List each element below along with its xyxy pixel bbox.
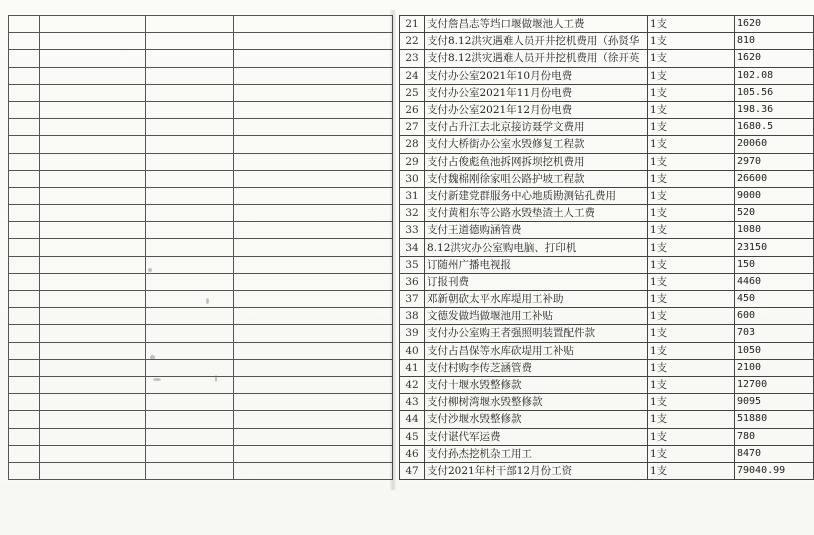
row-number: 27 [400,119,425,136]
blank-grid-cell [9,205,40,222]
row-quantity: 1支 [648,411,735,428]
row-description: 支付办公室2021年12月份电费 [425,101,648,118]
row-amount: 780 [735,428,814,445]
blank-grid-cell [40,84,146,101]
row-number: 22 [400,33,425,50]
ink-speck [150,355,155,360]
blank-grid-cell [234,342,393,359]
row-description: 支付魏棉刚徐家咀公路护坡工程款 [425,170,648,187]
row-amount: 703 [735,325,814,342]
row-amount: 26600 [735,170,814,187]
table-row [400,428,814,445]
ink-speck [153,378,161,381]
blank-grid-cell [40,428,146,445]
row-description: 邓新朝砍太平水库堤用工补助 [425,291,648,308]
row-description: 支付村购李传芝涵管费 [425,359,648,376]
blank-grid-cell [234,33,393,50]
blank-grid-row [9,394,393,411]
row-amount: 105.56 [735,84,814,101]
blank-grid-cell [40,291,146,308]
row-description: 支付占俊彪鱼池拆网拆坝挖机费用 [425,153,648,170]
row-amount: 198.36 [735,101,814,118]
blank-grid-cell [234,325,393,342]
row-amount: 23150 [735,239,814,256]
blank-grid-cell [9,445,40,462]
row-quantity: 1支 [648,394,735,411]
row-description: 8.12洪灾办公室购电脑、打印机 [425,239,648,256]
blank-grid-cell [9,273,40,290]
row-amount: 8470 [735,445,814,462]
row-quantity: 1支 [648,136,735,153]
blank-grid-cell [9,187,40,204]
blank-grid-row [9,273,393,290]
blank-grid-cell [40,67,146,84]
blank-grid-cell [40,411,146,428]
row-amount: 102.08 [735,67,814,84]
blank-grid-cell [234,428,393,445]
row-description: 支付十堰水毁整修款 [425,376,648,393]
blank-grid-cell [9,325,40,342]
blank-grid-cell [40,376,146,393]
row-number: 45 [400,428,425,445]
row-number: 32 [400,205,425,222]
row-description: 支付孙杰挖机杂工用工 [425,445,648,462]
blank-grid-cell [234,445,393,462]
blank-grid-cell [234,273,393,290]
row-description: 文德发做垱做堰池用工补贴 [425,308,648,325]
blank-grid-cell [146,359,234,376]
row-quantity: 1支 [648,187,735,204]
row-description: 支付王道德购涵管费 [425,222,648,239]
row-quantity: 1支 [648,16,735,33]
blank-grid-cell [234,170,393,187]
blank-grid-cell [40,325,146,342]
blank-grid-cell [234,205,393,222]
blank-grid-cell [40,256,146,273]
row-number: 23 [400,50,425,67]
blank-grid-cell [234,50,393,67]
row-number: 24 [400,67,425,84]
row-number: 28 [400,136,425,153]
row-quantity: 1支 [648,119,735,136]
row-amount: 1680.5 [735,119,814,136]
row-amount: 4460 [735,273,814,290]
row-number: 30 [400,170,425,187]
row-number: 44 [400,411,425,428]
blank-grid-cell [40,50,146,67]
row-description: 支付新建党群服务中心地质勘测钻孔费用 [425,187,648,204]
blank-grid-cell [146,342,234,359]
table-row [400,239,814,256]
blank-grid-cell [40,445,146,462]
blank-grid-cell [146,273,234,290]
row-amount: 1620 [735,50,814,67]
row-quantity: 1支 [648,101,735,118]
table-row [400,119,814,136]
row-number: 21 [400,16,425,33]
table-row [400,222,814,239]
blank-grid-cell [234,394,393,411]
blank-grid-row [9,256,393,273]
blank-grid-cell [40,16,146,33]
row-description: 支付詹昌志等垱口堰做堰池人工费 [425,16,648,33]
blank-grid-row [9,136,393,153]
blank-grid-row [9,33,393,50]
blank-grid-cell [40,205,146,222]
blank-grid-cell [9,239,40,256]
row-quantity: 1支 [648,273,735,290]
blank-grid-cell [146,119,234,136]
blank-grid-row [9,411,393,428]
row-description: 支付沙堰水毁整修款 [425,411,648,428]
ink-speck [148,268,152,272]
blank-grid-cell [9,376,40,393]
row-description: 支付2021年村干部12月份工资 [425,462,648,479]
blank-grid-cell [234,308,393,325]
table-row [400,153,814,170]
row-description: 支付办公室2021年10月份电费 [425,67,648,84]
blank-grid-row [9,205,393,222]
blank-grid-cell [146,325,234,342]
table-row [400,67,814,84]
blank-grid-cell [9,153,40,170]
blank-grid-cell [234,67,393,84]
blank-grid-cell [9,136,40,153]
table-row [400,308,814,325]
row-number: 41 [400,359,425,376]
blank-grid-row [9,308,393,325]
table-row [400,376,814,393]
row-description: 支付8.12洪灾遇难人员开井挖机费用（徐开英 [425,50,648,67]
blank-grid-cell [146,84,234,101]
blank-grid-cell [9,462,40,479]
blank-grid-cell [146,205,234,222]
blank-grid-cell [234,239,393,256]
row-quantity: 1支 [648,376,735,393]
row-number: 33 [400,222,425,239]
table-row [400,394,814,411]
row-quantity: 1支 [648,239,735,256]
row-amount: 9095 [735,394,814,411]
row-amount: 600 [735,308,814,325]
blank-grid-cell [40,33,146,50]
blank-grid-cell [146,16,234,33]
ink-speck [215,375,217,382]
row-amount: 9000 [735,187,814,204]
blank-grid-cell [146,170,234,187]
row-description: 支付占昌保等水库砍堤用工补贴 [425,342,648,359]
row-quantity: 1支 [648,205,735,222]
blank-grid-cell [146,33,234,50]
table-row [400,101,814,118]
blank-grid-cell [146,428,234,445]
row-description: 支付办公室购王者强照明装置配件款 [425,325,648,342]
page-fold-shadow [390,10,396,490]
row-quantity: 1支 [648,428,735,445]
blank-grid-cell [234,256,393,273]
table-row [400,445,814,462]
blank-grid-cell [9,67,40,84]
blank-grid-cell [146,187,234,204]
blank-grid-row [9,153,393,170]
blank-grid-cell [146,50,234,67]
blank-grid-cell [9,411,40,428]
blank-grid-row [9,428,393,445]
blank-grid-cell [234,359,393,376]
blank-grid-cell [40,170,146,187]
row-description: 支付8.12洪灾遇难人员开井挖机费用（孙贤华 [425,33,648,50]
row-quantity: 1支 [648,308,735,325]
row-description: 订报刊费 [425,273,648,290]
blank-grid-cell [9,359,40,376]
blank-grid-cell [146,394,234,411]
row-number: 35 [400,256,425,273]
row-number: 37 [400,291,425,308]
row-number: 42 [400,376,425,393]
row-number: 46 [400,445,425,462]
blank-grid-cell [234,462,393,479]
blank-grid-cell [234,222,393,239]
table-row [400,84,814,101]
blank-grid-cell [9,101,40,118]
blank-grid-cell [40,187,146,204]
blank-grid-cell [146,256,234,273]
blank-grid-row [9,16,393,33]
row-quantity: 1支 [648,256,735,273]
blank-grid-cell [40,136,146,153]
left-blank-ledger-grid [8,15,393,480]
row-quantity: 1支 [648,170,735,187]
row-amount: 810 [735,33,814,50]
blank-grid-cell [40,308,146,325]
blank-grid-cell [40,119,146,136]
blank-grid-cell [146,462,234,479]
row-description: 支付占升江去北京接访聂学文费用 [425,119,648,136]
blank-grid-cell [234,153,393,170]
blank-grid-cell [146,239,234,256]
blank-grid-row [9,187,393,204]
blank-grid-row [9,325,393,342]
row-number: 31 [400,187,425,204]
blank-grid-cell [40,273,146,290]
row-quantity: 1支 [648,462,735,479]
row-number: 36 [400,273,425,290]
row-number: 39 [400,325,425,342]
table-row [400,411,814,428]
blank-grid-cell [146,291,234,308]
row-number: 34 [400,239,425,256]
table-row [400,187,814,204]
blank-grid-cell [234,411,393,428]
blank-grid-row [9,101,393,118]
row-quantity: 1支 [648,359,735,376]
row-quantity: 1支 [648,153,735,170]
table-row [400,205,814,222]
blank-grid-row [9,119,393,136]
blank-grid-cell [9,33,40,50]
row-amount: 150 [735,256,814,273]
blank-grid-row [9,291,393,308]
expense-ledger-table [399,15,814,480]
blank-grid-cell [9,222,40,239]
ink-speck [206,298,209,304]
blank-grid-row [9,376,393,393]
blank-grid-row [9,462,393,479]
blank-grid-cell [9,291,40,308]
table-row [400,273,814,290]
row-description: 支付谌代军运费 [425,428,648,445]
blank-grid-cell [146,153,234,170]
blank-grid-cell [40,342,146,359]
blank-grid-row [9,170,393,187]
row-amount: 20060 [735,136,814,153]
row-description: 支付大桥街办公室水毁修复工程款 [425,136,648,153]
blank-grid-cell [40,462,146,479]
row-amount: 1050 [735,342,814,359]
row-quantity: 1支 [648,342,735,359]
blank-grid-cell [234,119,393,136]
table-row [400,359,814,376]
blank-grid-cell [9,308,40,325]
blank-grid-cell [146,136,234,153]
table-row [400,256,814,273]
row-description: 订随州广播电视报 [425,256,648,273]
row-amount: 2100 [735,359,814,376]
blank-grid-cell [40,239,146,256]
blank-grid-cell [9,119,40,136]
blank-grid-cell [9,394,40,411]
blank-grid-cell [40,359,146,376]
blank-grid-cell [9,342,40,359]
blank-grid-row [9,359,393,376]
row-amount: 51880 [735,411,814,428]
blank-grid-cell [146,445,234,462]
table-row [400,342,814,359]
row-number: 38 [400,308,425,325]
blank-grid-row [9,50,393,67]
row-number: 26 [400,101,425,118]
blank-grid-cell [146,411,234,428]
blank-grid-cell [9,428,40,445]
row-number: 25 [400,84,425,101]
row-description: 支付柳树湾堰水毁整修款 [425,394,648,411]
table-row [400,462,814,479]
blank-grid-cell [40,394,146,411]
blank-grid-row [9,445,393,462]
blank-grid-cell [9,256,40,273]
blank-grid-cell [40,222,146,239]
table-row [400,325,814,342]
row-number: 47 [400,462,425,479]
row-amount: 2970 [735,153,814,170]
row-quantity: 1支 [648,67,735,84]
blank-grid-cell [9,16,40,33]
blank-grid-cell [146,222,234,239]
blank-grid-cell [9,170,40,187]
row-quantity: 1支 [648,291,735,308]
row-quantity: 1支 [648,222,735,239]
blank-grid-cell [146,101,234,118]
blank-grid-cell [234,101,393,118]
row-quantity: 1支 [648,445,735,462]
row-description: 支付黄相东等公路水毁垫渣土人工费 [425,205,648,222]
row-amount: 12700 [735,376,814,393]
row-quantity: 1支 [648,84,735,101]
blank-grid-cell [234,291,393,308]
blank-grid-cell [234,84,393,101]
blank-grid-cell [234,136,393,153]
row-description: 支付办公室2021年11月份电费 [425,84,648,101]
row-number: 29 [400,153,425,170]
row-number: 43 [400,394,425,411]
table-row [400,136,814,153]
blank-grid-cell [234,187,393,204]
row-amount: 1620 [735,16,814,33]
blank-grid-cell [146,67,234,84]
row-amount: 79040.99 [735,462,814,479]
table-row [400,291,814,308]
row-amount: 1080 [735,222,814,239]
table-row [400,33,814,50]
blank-grid-cell [9,50,40,67]
row-amount: 520 [735,205,814,222]
table-row [400,50,814,67]
row-quantity: 1支 [648,33,735,50]
blank-grid-row [9,342,393,359]
row-quantity: 1支 [648,50,735,67]
blank-grid-row [9,67,393,84]
table-row [400,16,814,33]
blank-grid-row [9,222,393,239]
blank-grid-cell [234,16,393,33]
blank-grid-cell [40,101,146,118]
blank-grid-cell [234,376,393,393]
blank-grid-row [9,84,393,101]
row-amount: 450 [735,291,814,308]
row-number: 40 [400,342,425,359]
blank-grid-cell [40,153,146,170]
row-quantity: 1支 [648,325,735,342]
blank-grid-row [9,239,393,256]
blank-grid-cell [146,308,234,325]
blank-grid-cell [9,84,40,101]
table-row [400,170,814,187]
